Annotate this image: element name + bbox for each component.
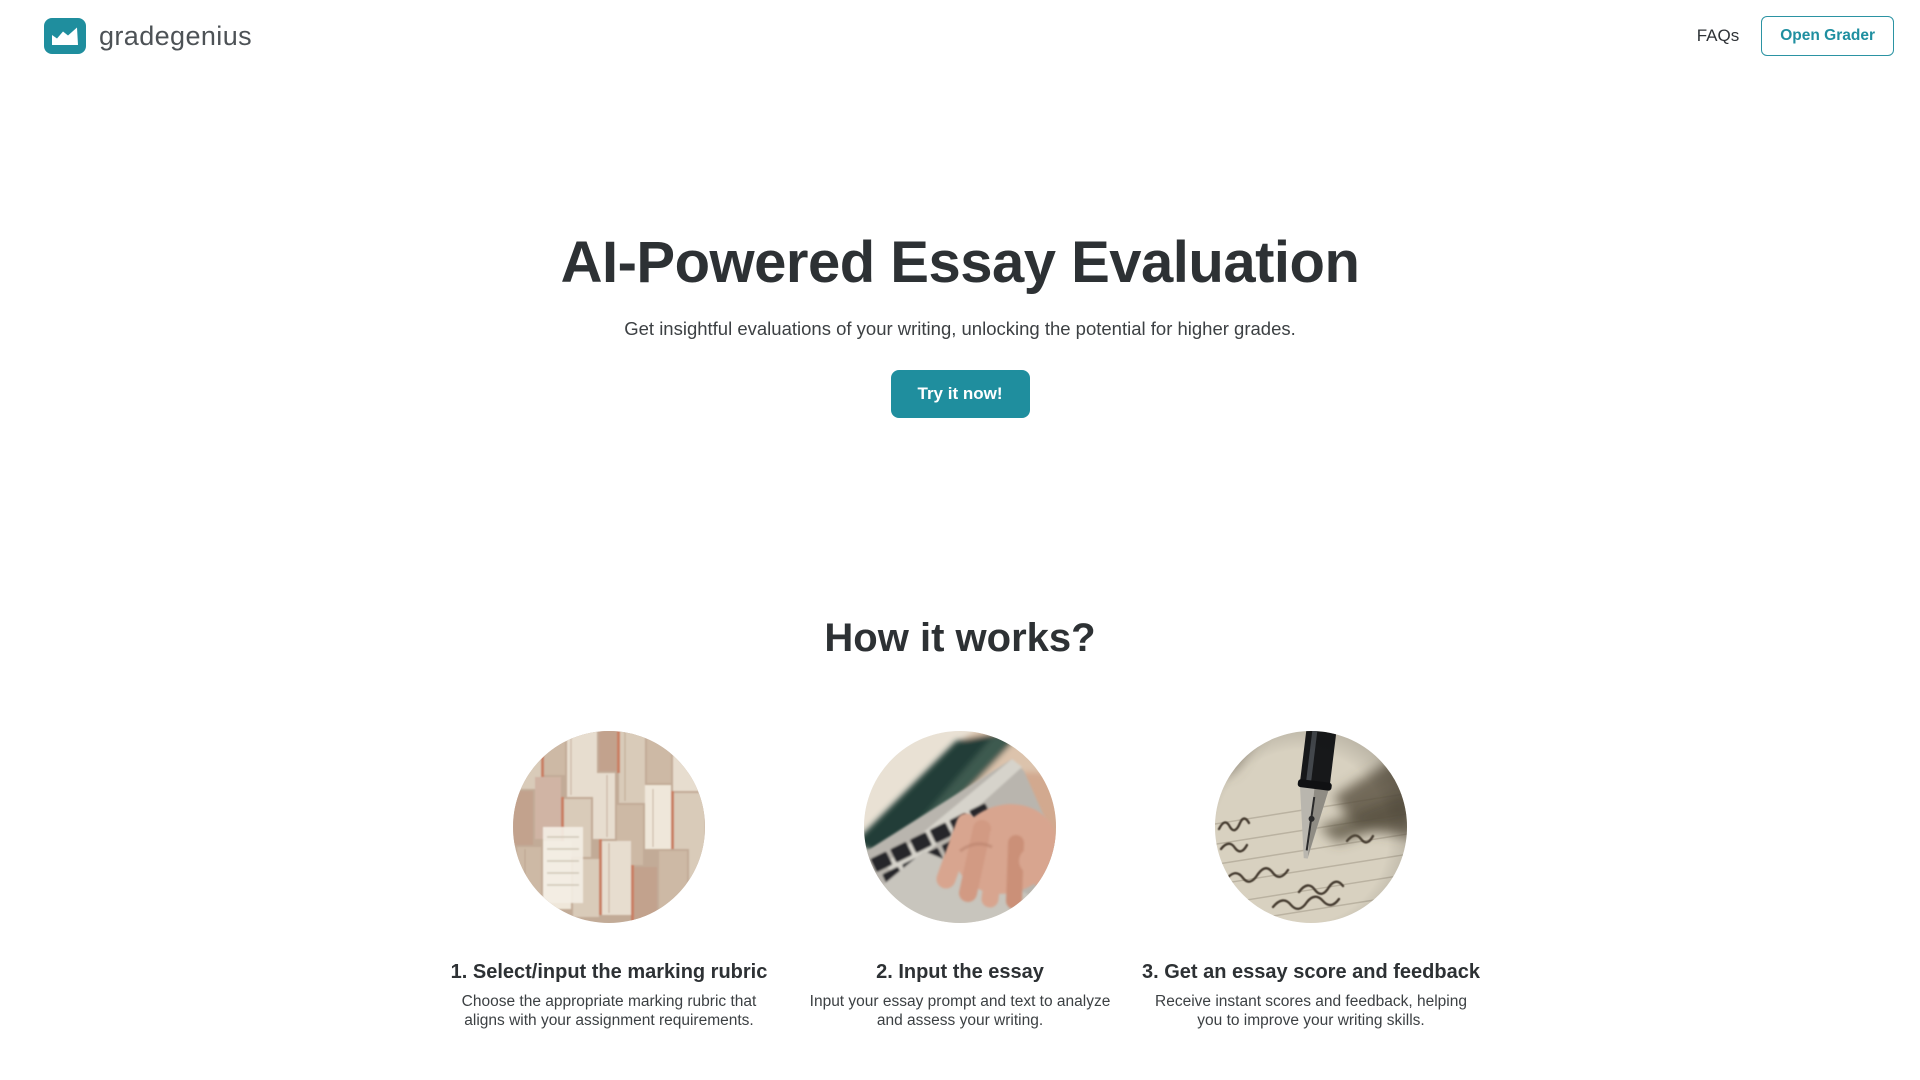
header-nav	[1697, 16, 1894, 56]
nav-link-faqs[interactable]: FAQs	[1696, 26, 1740, 45]
step-card-feedback	[1136, 731, 1487, 1031]
hero-section	[0, 230, 1920, 418]
step-card-essay	[785, 731, 1136, 1031]
section-title: How it works?	[824, 615, 1096, 660]
page-title: AI-Powered Essay Evaluation	[560, 230, 1360, 295]
steps-row	[0, 731, 1920, 1031]
stacked-book-pages-photo	[513, 731, 705, 923]
how-it-works-section	[0, 616, 1920, 1031]
step-title: 1. Select/input the marking rubric	[450, 960, 768, 983]
header	[0, 0, 1920, 72]
hero-subtitle: Get insightful evaluations of your writing, unlocking the potential for higher grades.	[624, 317, 1296, 339]
step-card-rubric	[434, 731, 785, 1031]
step-description: Choose the appropriate marking rubric that aligns with your assignment requirements.	[461, 992, 757, 1029]
step-description: Receive instant scores and feedback, helping you to improve your writing skills.	[1155, 992, 1467, 1029]
try-it-now-button[interactable]: Try it now!	[891, 370, 1030, 418]
brand-logo[interactable]	[44, 18, 252, 54]
step-title: 3. Get an essay score and feedback	[1142, 960, 1480, 983]
open-grader-button[interactable]: Open Grader	[1761, 16, 1894, 56]
fountain-pen-writing-photo	[1215, 731, 1407, 923]
hands-typing-on-laptop-photo	[864, 731, 1056, 923]
step-description: Input your essay prompt and text to analyze and assess your writing.	[809, 992, 1111, 1029]
step-title: 2. Input the essay	[876, 960, 1044, 983]
brand-name: gradegenius	[99, 20, 253, 51]
rising-chart-icon	[44, 18, 86, 54]
